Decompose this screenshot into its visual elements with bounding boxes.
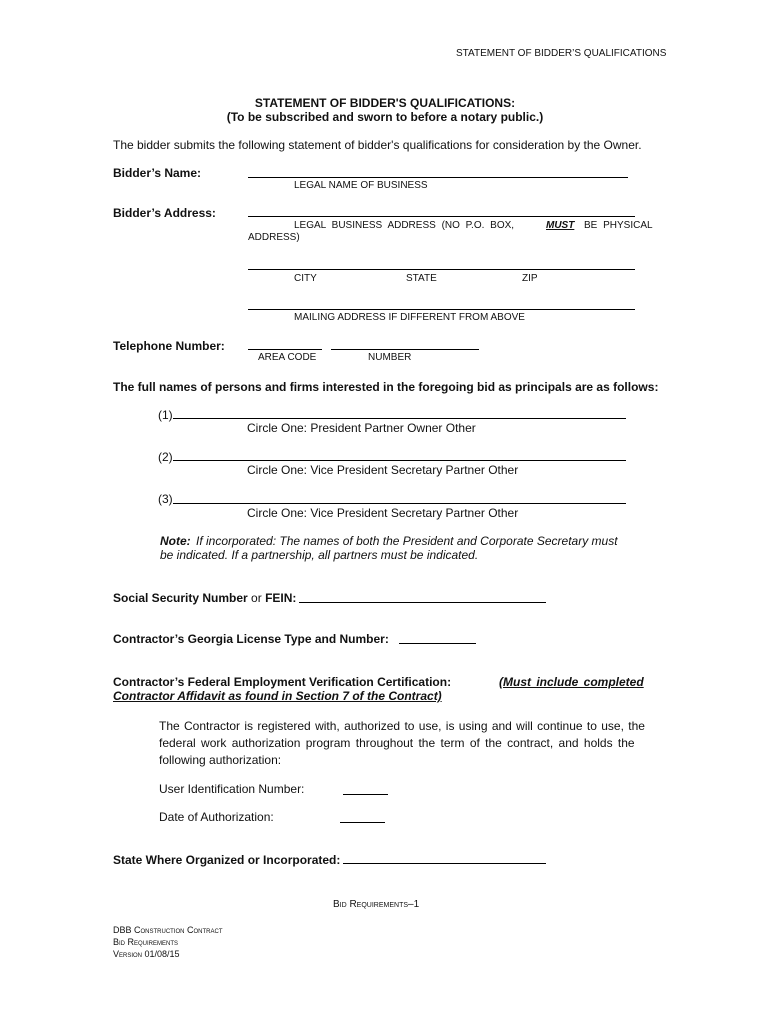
principal-2-circle: Circle One: Vice President Secretary Partner Other [247, 463, 519, 477]
area-code-field[interactable] [248, 349, 322, 350]
mailing-caption: MAILING ADDRESS IF DIFFERENT FROM ABOVE [294, 312, 525, 323]
page-number: Bid Requirements–1 [333, 899, 420, 910]
ssn-fein-label [113, 591, 296, 605]
number-caption: NUMBER [368, 352, 412, 363]
principal-3-circle: Circle One: Vice President Secretary Partner Other [247, 506, 519, 520]
principal-1-circle: Circle One: President Partner Owner Other [247, 421, 476, 435]
everify-must-b: Contractor Affidavit as found in Section 7 of the Contract) [113, 689, 442, 703]
principal-2-field[interactable] [173, 460, 626, 461]
everify-para-3: following authorization: [159, 753, 282, 767]
fein-label: FEIN: [265, 591, 297, 605]
state-organized-label: State Where Organized or Incorporated: [113, 853, 341, 867]
form-subtitle: (To be subscribed and sworn to before a notary public.) [226, 110, 544, 124]
everify-must-a: (Must include completed [499, 675, 644, 689]
telephone-label: Telephone Number: [113, 339, 225, 353]
address-caption-b: BE PHYSICAL [584, 220, 653, 231]
everify-para-2: federal work authorization program throughout the term of the contract, and holds the [159, 736, 635, 750]
license-label: Contractor’s Georgia License Type and Number: [113, 632, 389, 646]
note-line-2: be indicated. If a partnership, all partners must be indicated. [160, 548, 479, 562]
ssn-or: or [247, 591, 266, 605]
everify-label: Contractor’s Federal Employment Verification Certification: [113, 675, 452, 689]
address-caption-a: LEGAL BUSINESS ADDRESS (NO P.O. BOX, [294, 220, 515, 231]
state-caption: STATE [406, 273, 437, 284]
form-title: STATEMENT OF BIDDER'S QUALIFICATIONS: [254, 96, 516, 110]
address-caption-must: MUST [546, 220, 575, 231]
user-id-field[interactable] [343, 794, 388, 795]
running-header: STATEMENT OF BIDDER’S QUALIFICATIONS [456, 48, 667, 59]
bidder-name-field[interactable] [248, 177, 628, 178]
footer-contract: DBB Construction Contract [113, 925, 223, 935]
city-state-zip-field[interactable] [248, 269, 635, 270]
address-caption-c: ADDRESS) [248, 232, 300, 243]
note-line-1: If incorporated: The names of both the President and Corporate Secretary must [196, 534, 618, 548]
footer-version: Version 01/08/15 [113, 949, 180, 959]
bidder-name-caption: LEGAL NAME OF BUSINESS [294, 180, 428, 191]
state-organized-field[interactable] [343, 863, 546, 864]
note-label: Note: [160, 534, 191, 548]
bidder-address-field[interactable] [248, 216, 635, 217]
everify-para-1: The Contractor is registered with, authorized to use, is using and will continue to use, the [159, 719, 645, 733]
bidder-address-label: Bidder’s Address: [113, 206, 216, 220]
zip-caption: ZIP [522, 273, 538, 284]
principals-heading: The full names of persons and firms interested in the foregoing bid as principals are as follows: [113, 380, 659, 394]
principal-3-field[interactable] [173, 503, 626, 504]
ssn-fein-field[interactable] [299, 602, 546, 603]
principal-2-number: (2) [158, 450, 173, 464]
date-auth-label: Date of Authorization: [159, 810, 274, 824]
intro-text: The bidder submits the following statement of bidder's qualifications for consideration by the Owner. [113, 138, 642, 152]
bidder-name-label: Bidder’s Name: [113, 166, 202, 180]
footer-requirements: Bid Requirements [113, 937, 179, 947]
ssn-label: Social Security Number [113, 591, 248, 605]
principal-3-number: (3) [158, 492, 173, 506]
user-id-label: User Identification Number: [159, 782, 305, 796]
area-code-caption: AREA CODE [258, 352, 317, 363]
principal-1-number: (1) [158, 408, 173, 422]
city-caption: CITY [294, 273, 317, 284]
principal-1-field[interactable] [173, 418, 626, 419]
phone-number-field[interactable] [331, 349, 479, 350]
date-auth-field[interactable] [340, 822, 385, 823]
mailing-address-field[interactable] [248, 309, 635, 310]
license-field[interactable] [399, 643, 476, 644]
